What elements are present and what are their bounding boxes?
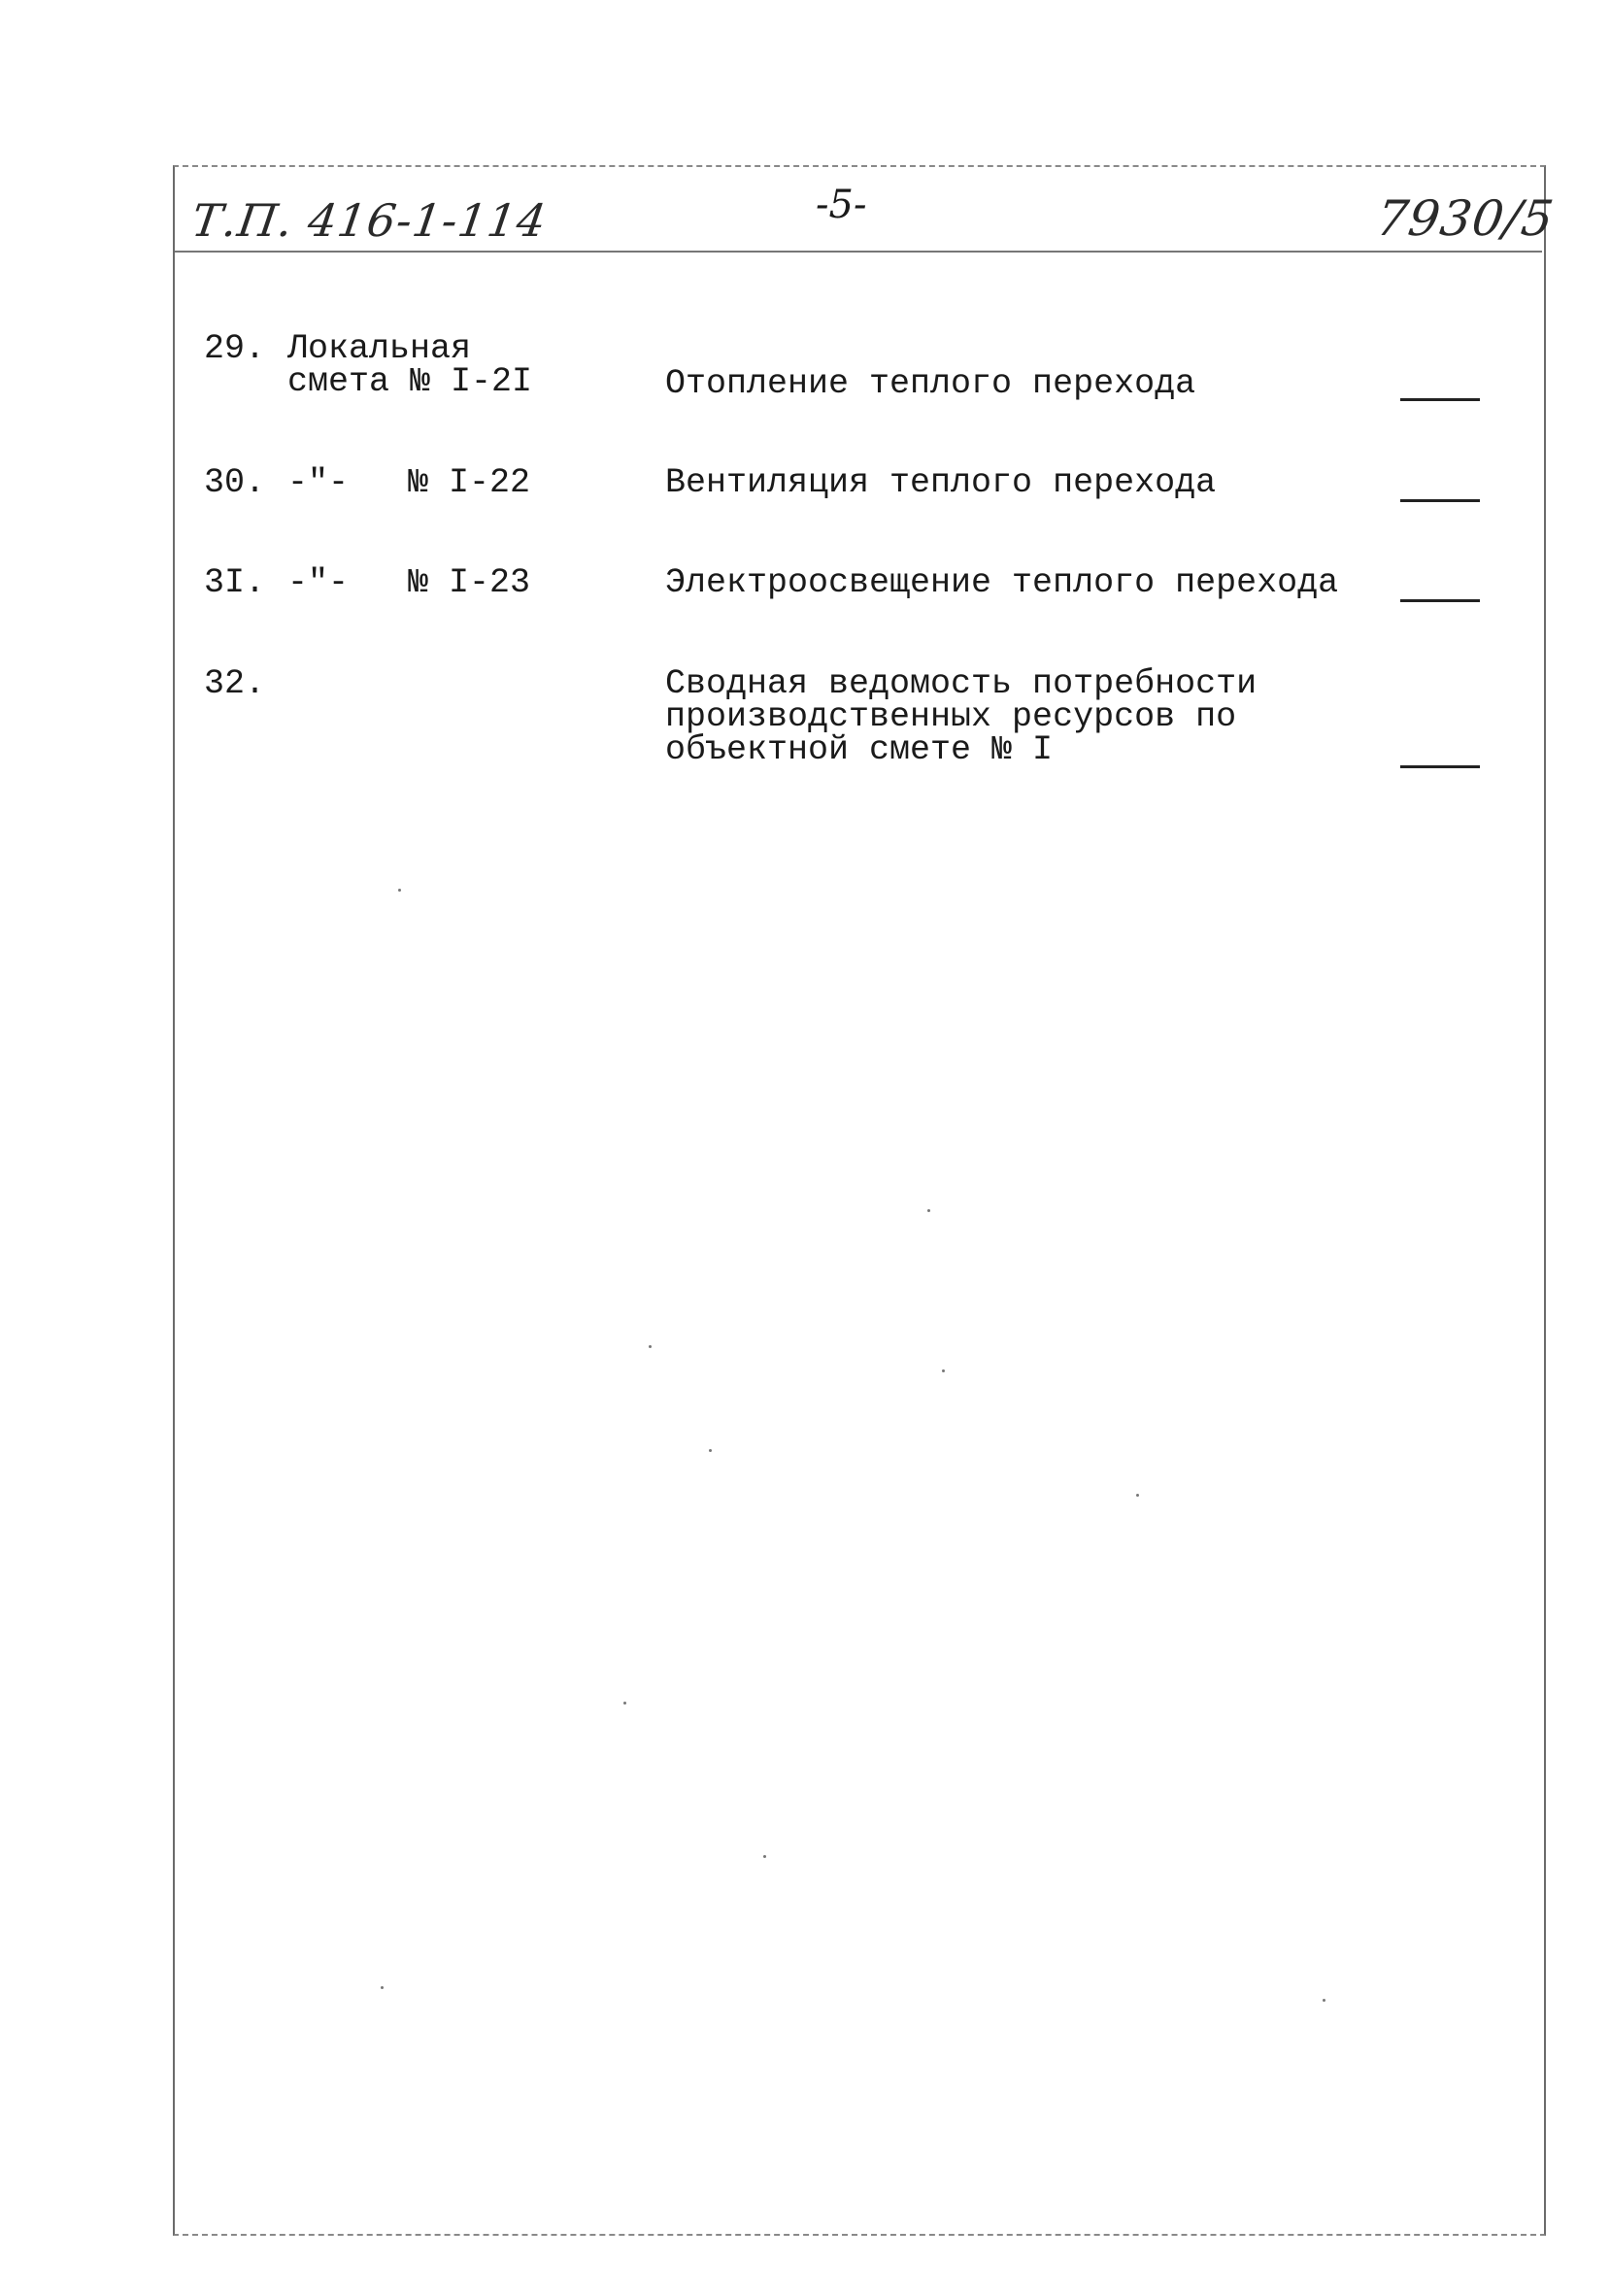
entry-31-ref: -"-: [287, 563, 350, 602]
entry-31-number: 3I.: [204, 563, 266, 602]
sheet-number: 7930/5: [1372, 190, 1558, 247]
entry-30-description: Вентиляция теплого перехода: [665, 463, 1217, 502]
scan-speck: [649, 1345, 652, 1348]
doc-code: Т.П. 416-1-114: [188, 194, 551, 247]
scan-speck: [1136, 1494, 1139, 1497]
scan-speck: [942, 1369, 945, 1372]
entry-30-number: 30.: [204, 463, 266, 502]
page-number: -5-: [816, 183, 867, 227]
entry-32-description-line3: объектной смете № I: [665, 730, 1054, 769]
entry-30-mark: [1400, 499, 1480, 502]
scan-speck: [709, 1449, 712, 1452]
entry-30-ref-no: № I-22: [408, 463, 531, 502]
scan-speck: [1323, 1999, 1325, 2002]
entry-29-number: 29.: [204, 329, 266, 368]
entry-32-description-line2: производственных ресурсов по: [665, 697, 1237, 736]
entry-32-description-line1: Сводная ведомость потребности: [665, 664, 1258, 703]
scan-speck: [381, 1986, 384, 1989]
scan-speck: [398, 889, 401, 892]
entry-29-ref-line1: Локальная: [287, 329, 472, 368]
entry-29-description: Отопление теплого перехода: [665, 364, 1196, 403]
entry-31-mark: [1400, 599, 1480, 602]
scan-speck: [927, 1209, 930, 1212]
entry-29-ref-line2: смета № I-2I: [287, 362, 533, 401]
entry-29-mark: [1400, 398, 1480, 401]
entry-31-description: Электроосвещение теплого перехода: [665, 563, 1339, 602]
header-rule: [175, 251, 1542, 253]
entry-32-number: 32.: [204, 664, 266, 703]
scan-speck: [623, 1702, 626, 1705]
entry-31-ref-no: № I-23: [408, 563, 531, 602]
entry-32-mark: [1400, 765, 1480, 768]
scan-speck: [763, 1855, 766, 1858]
entry-30-ref: -"-: [287, 463, 350, 502]
